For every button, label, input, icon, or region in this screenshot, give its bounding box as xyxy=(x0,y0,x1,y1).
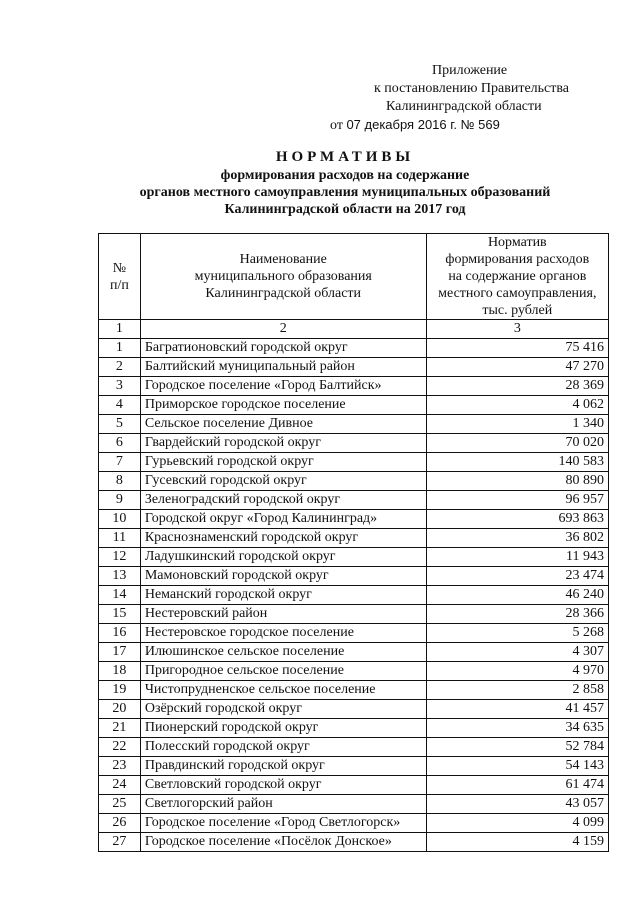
row-municipality-name: Полесский городской округ xyxy=(140,738,426,757)
table-row xyxy=(99,757,609,776)
row-municipality-name: Балтийский муниципальный район xyxy=(140,358,426,377)
appendix-region: Калининградской области xyxy=(386,99,542,114)
row-norm-value: 54 143 xyxy=(426,757,608,776)
table-header-row xyxy=(99,234,609,320)
table-row xyxy=(99,776,609,795)
table-row xyxy=(99,738,609,757)
row-norm-value: 693 863 xyxy=(426,510,608,529)
row-municipality-name: Сельское поселение Дивное xyxy=(140,415,426,434)
row-number: 24 xyxy=(99,776,141,795)
row-number: 21 xyxy=(99,719,141,738)
row-number: 26 xyxy=(99,814,141,833)
table-row xyxy=(99,377,609,396)
row-number: 18 xyxy=(99,662,141,681)
table-row xyxy=(99,605,609,624)
row-municipality-name: Нестеровский район xyxy=(140,605,426,624)
table-row xyxy=(99,567,609,586)
title-line-3: Калининградской области на 2017 год xyxy=(224,202,466,217)
row-municipality-name: Приморское городское поселение xyxy=(140,396,426,415)
row-number: 27 xyxy=(99,833,141,852)
appendix-date: 07 декабря 2016 г. № 569 xyxy=(346,117,500,132)
row-norm-value: 47 270 xyxy=(426,358,608,377)
row-norm-value: 5 268 xyxy=(426,624,608,643)
row-norm-value: 52 784 xyxy=(426,738,608,757)
row-number: 3 xyxy=(99,377,141,396)
title-main: НОРМАТИВЫ xyxy=(275,149,415,165)
appendix-date-line xyxy=(330,116,590,135)
row-municipality-name: Ладушкинский городской округ xyxy=(140,548,426,567)
row-municipality-name: Нестеровское городское поселение xyxy=(140,624,426,643)
column-number: 1 xyxy=(99,320,141,339)
row-norm-value: 46 240 xyxy=(426,586,608,605)
row-number: 11 xyxy=(99,529,141,548)
table-row xyxy=(99,814,609,833)
header-number: № п/п xyxy=(99,234,141,320)
header-name: Наименование муниципального образования Калининградской области xyxy=(140,234,426,320)
row-norm-value: 80 890 xyxy=(426,472,608,491)
table-row xyxy=(99,491,609,510)
row-municipality-name: Краснознаменский городской округ xyxy=(140,529,426,548)
row-municipality-name: Гурьевский городской округ xyxy=(140,453,426,472)
row-municipality-name: Светлогорский район xyxy=(140,795,426,814)
table-row xyxy=(99,795,609,814)
row-number: 1 xyxy=(99,339,141,358)
table-row xyxy=(99,833,609,852)
row-number: 20 xyxy=(99,700,141,719)
table-row xyxy=(99,700,609,719)
row-municipality-name: Пригородное сельское поселение xyxy=(140,662,426,681)
row-number: 13 xyxy=(99,567,141,586)
document-title xyxy=(60,148,630,218)
table-row xyxy=(99,529,609,548)
column-number: 3 xyxy=(426,320,608,339)
row-number: 10 xyxy=(99,510,141,529)
row-norm-value: 1 340 xyxy=(426,415,608,434)
row-norm-value: 34 635 xyxy=(426,719,608,738)
row-municipality-name: Илюшинское сельское поселение xyxy=(140,643,426,662)
row-municipality-name: Чистопрудненское сельское поселение xyxy=(140,681,426,700)
table-row xyxy=(99,662,609,681)
row-number: 7 xyxy=(99,453,141,472)
row-number: 9 xyxy=(99,491,141,510)
row-number: 4 xyxy=(99,396,141,415)
table-row xyxy=(99,548,609,567)
row-municipality-name: Городское поселение «Посёлок Донское» xyxy=(140,833,426,852)
row-number: 5 xyxy=(99,415,141,434)
column-number: 2 xyxy=(140,320,426,339)
row-norm-value: 11 943 xyxy=(426,548,608,567)
column-numbers-row xyxy=(99,320,609,339)
header-value: Норматив формирования расходов на содержание органов местного самоуправления, тыс. рублей xyxy=(426,234,608,320)
table-row xyxy=(99,719,609,738)
row-municipality-name: Багратионовский городской округ xyxy=(140,339,426,358)
appendix-block xyxy=(330,62,590,135)
row-norm-value: 96 957 xyxy=(426,491,608,510)
appendix-resolution: к постановлению Правительства xyxy=(374,81,570,96)
row-number: 2 xyxy=(99,358,141,377)
row-number: 16 xyxy=(99,624,141,643)
table-row xyxy=(99,624,609,643)
row-norm-value: 36 802 xyxy=(426,529,608,548)
table-row xyxy=(99,510,609,529)
title-line-1: формирования расходов на содержание xyxy=(220,168,470,183)
row-number: 17 xyxy=(99,643,141,662)
norms-table xyxy=(98,233,609,852)
row-norm-value: 61 474 xyxy=(426,776,608,795)
row-municipality-name: Пионерский городской округ xyxy=(140,719,426,738)
row-municipality-name: Зеленоградский городской округ xyxy=(140,491,426,510)
row-norm-value: 2 858 xyxy=(426,681,608,700)
row-norm-value: 43 057 xyxy=(426,795,608,814)
row-norm-value: 4 099 xyxy=(426,814,608,833)
row-municipality-name: Городское поселение «Город Балтийск» xyxy=(140,377,426,396)
row-municipality-name: Гусевский городской округ xyxy=(140,472,426,491)
row-number: 15 xyxy=(99,605,141,624)
row-number: 12 xyxy=(99,548,141,567)
row-norm-value: 4 307 xyxy=(426,643,608,662)
title-line-2: органов местного самоуправления муниципальных образований xyxy=(139,185,551,200)
row-number: 14 xyxy=(99,586,141,605)
table-row xyxy=(99,453,609,472)
row-norm-value: 75 416 xyxy=(426,339,608,358)
table-row xyxy=(99,681,609,700)
row-norm-value: 4 062 xyxy=(426,396,608,415)
row-number: 19 xyxy=(99,681,141,700)
row-municipality-name: Неманский городской округ xyxy=(140,586,426,605)
table-row xyxy=(99,472,609,491)
row-municipality-name: Городской округ «Город Калининград» xyxy=(140,510,426,529)
row-norm-value: 140 583 xyxy=(426,453,608,472)
row-norm-value: 4 970 xyxy=(426,662,608,681)
row-norm-value: 41 457 xyxy=(426,700,608,719)
row-municipality-name: Озёрский городской округ xyxy=(140,700,426,719)
row-municipality-name: Городское поселение «Город Светлогорск» xyxy=(140,814,426,833)
row-municipality-name: Мамоновский городской округ xyxy=(140,567,426,586)
table-row xyxy=(99,396,609,415)
row-norm-value: 28 366 xyxy=(426,605,608,624)
row-municipality-name: Гвардейский городской округ xyxy=(140,434,426,453)
row-norm-value: 70 020 xyxy=(426,434,608,453)
table-row xyxy=(99,434,609,453)
row-number: 22 xyxy=(99,738,141,757)
row-norm-value: 23 474 xyxy=(426,567,608,586)
row-number: 6 xyxy=(99,434,141,453)
appendix-label: Приложение xyxy=(432,63,508,78)
row-number: 23 xyxy=(99,757,141,776)
table-row xyxy=(99,339,609,358)
table-row xyxy=(99,586,609,605)
row-norm-value: 4 159 xyxy=(426,833,608,852)
row-municipality-name: Правдинский городской округ xyxy=(140,757,426,776)
appendix-date-prefix: от xyxy=(330,118,343,133)
row-municipality-name: Светловский городской округ xyxy=(140,776,426,795)
table-row xyxy=(99,643,609,662)
row-number: 8 xyxy=(99,472,141,491)
row-number: 25 xyxy=(99,795,141,814)
table-row xyxy=(99,415,609,434)
row-norm-value: 28 369 xyxy=(426,377,608,396)
table-row xyxy=(99,358,609,377)
